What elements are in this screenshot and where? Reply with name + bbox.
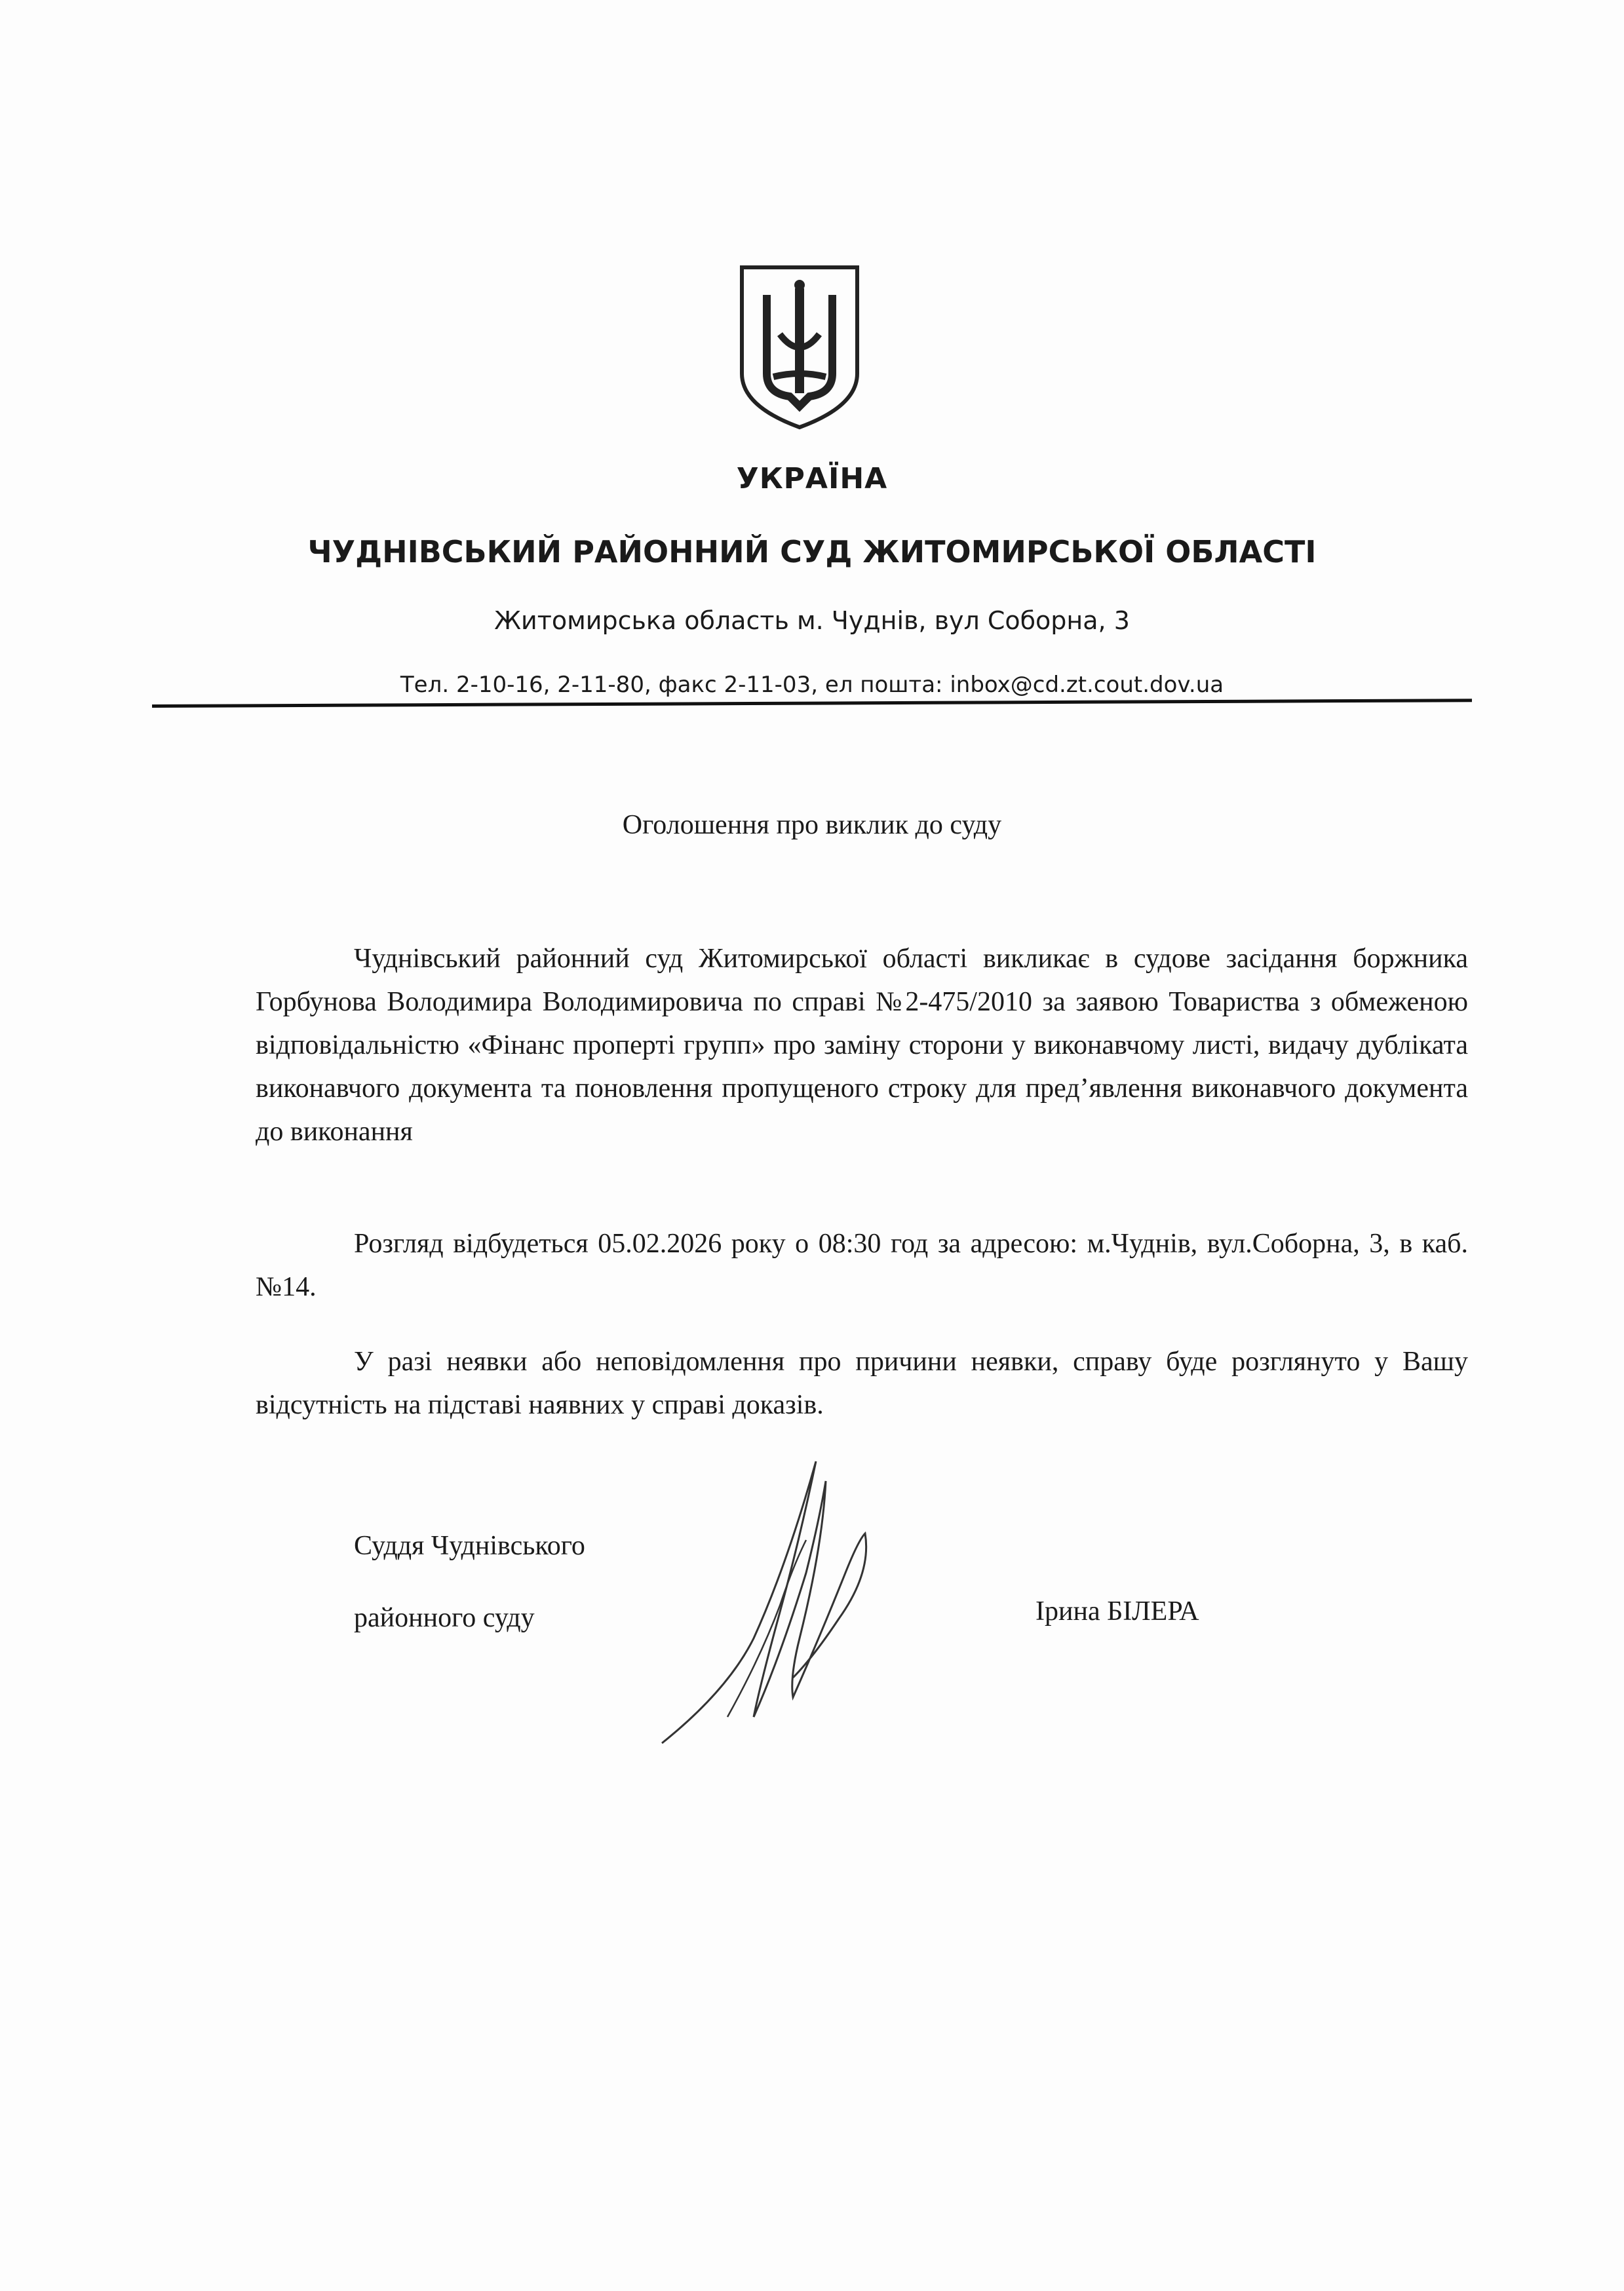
judge-name: Ірина БІЛЕРА	[1035, 1596, 1199, 1627]
judge-position-line-2: районного суду	[354, 1603, 535, 1633]
court-address: Житомирська область м. Чуднів, вул Соборна, 3	[494, 606, 1130, 635]
court-contacts: Тел. 2-10-16, 2-11-80, факс 2-11-03, ел пошта: inbox@cd.zt.cout.dov.ua	[400, 672, 1224, 698]
notice-title: Оголошення про виклик до суду	[622, 810, 1002, 840]
header-divider	[152, 699, 1472, 708]
country-heading: УКРАЇНА	[736, 462, 888, 495]
court-name-heading: ЧУДНІВСЬКИЙ РАЙОННИЙ СУД ЖИТОМИРСЬКОЇ ОБЛАСТІ	[307, 534, 1317, 569]
coat-of-arms-icon	[734, 262, 865, 433]
notice-paragraph-3: У разі неявки або неповідомлення про причини неявки, справу буде розглянуто у Вашу відсутність на підставі наявних у справі доказів.	[256, 1347, 1468, 1420]
handwritten-signature-icon	[649, 1442, 898, 1756]
judge-position-line-1: Суддя Чуднівського	[354, 1531, 585, 1561]
notice-paragraph-2: Розгляд відбудеться 05.02.2026 року о 08:30 год за адресою: м.Чуднів, вул.Соборна, 3, в каб.№14.	[256, 1229, 1468, 1302]
notice-paragraph-1: Чуднівський районний суд Житомирської області викликає в судове засідання боржника Горбунова Володимира Володимировича по справі №2-475/2010 за заявою Товариства з обмеженою відповідальністю «Фінанс проперті групп» про заміну сторони у виконавчому листі, видачу дубліката виконавчого документа та поновлення пропущеного строку для пред’явлення виконавчого документа до виконання	[256, 944, 1468, 1147]
